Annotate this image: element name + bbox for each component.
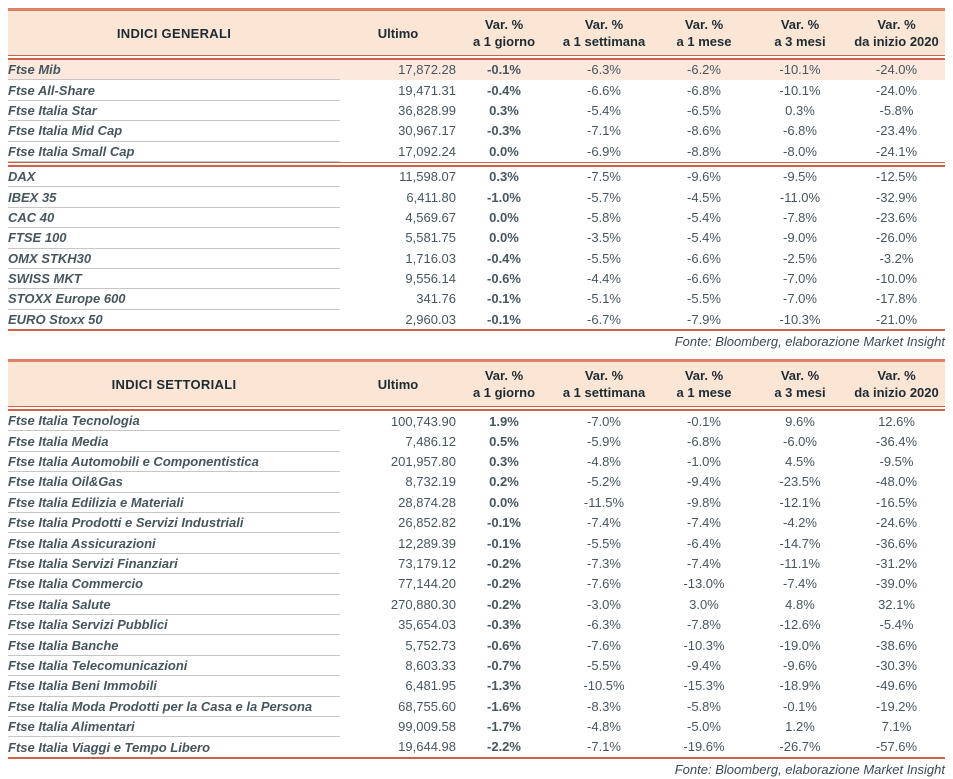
var-1d-value: -0.7% — [487, 657, 521, 673]
var-3m-value: -9.5% — [783, 169, 817, 185]
var-1m-value: -9.8% — [687, 494, 721, 510]
var-1d-value: 0.3% — [489, 102, 519, 118]
var-1d-value: 0.2% — [489, 474, 519, 490]
index-name: Ftse Italia Media — [8, 431, 340, 451]
var-ytd-value: -24.6% — [875, 515, 918, 531]
var-1d-value: -0.1% — [487, 62, 521, 78]
last-value: 6,411.80 — [406, 189, 456, 205]
column-header-var-1-settimana — [552, 10, 656, 56]
index-name: Ftse Italia Automobili e Componentistica — [8, 451, 340, 471]
var-3m-value: -0.1% — [783, 698, 817, 714]
table-row — [8, 614, 945, 634]
table-row — [8, 167, 945, 187]
column-header-var-3-mesi — [752, 361, 848, 407]
last-value: 73,179.12 — [398, 556, 456, 571]
var-1m-value: -7.8% — [687, 617, 721, 633]
var-ytd-value: -17.8% — [875, 291, 918, 307]
var-1m-value: -5.8% — [687, 698, 721, 714]
var-3m-value: -7.0% — [783, 291, 817, 307]
var-3m-value: -7.8% — [783, 209, 817, 225]
index-name: Ftse Italia Oil&Gas — [8, 472, 340, 492]
var-1d-value: -1.3% — [487, 678, 521, 694]
var-3m-value: -10.1% — [779, 62, 821, 78]
var-ytd-value: -49.6% — [875, 678, 918, 694]
var-1d-value: -0.2% — [487, 596, 521, 612]
column-header-ultimo — [340, 361, 456, 407]
var-3m-value: -10.1% — [779, 82, 821, 98]
var-3m-value: -9.0% — [783, 230, 817, 246]
var-3m-value: -2.5% — [783, 250, 817, 266]
column-header-label: Var. % — [584, 368, 624, 384]
var-1w-value: -7.5% — [587, 169, 621, 185]
var-1w-value: -4.8% — [587, 454, 621, 470]
column-header-sublabel: a 1 mese — [676, 34, 732, 49]
last-value: 19,644.98 — [398, 739, 456, 755]
column-header-label: Var. % — [684, 368, 724, 384]
last-value: 68,755.60 — [398, 698, 456, 714]
last-value: 4,569.67 — [405, 209, 456, 225]
header-row — [8, 10, 945, 56]
var-3m-value: -18.9% — [779, 678, 821, 694]
index-name: Ftse Italia Assicurazioni — [8, 533, 340, 553]
table-row — [8, 451, 945, 471]
var-3m-value: -7.4% — [783, 576, 817, 592]
table-row — [8, 141, 945, 161]
var-1d-value: 0.3% — [489, 169, 519, 185]
last-value: 341.76 — [416, 291, 456, 307]
var-3m-value: -7.0% — [783, 271, 817, 287]
var-1w-value: -7.0% — [587, 413, 621, 429]
var-1d-value: -1.7% — [487, 719, 521, 735]
last-value: 17,872.28 — [398, 62, 456, 78]
var-3m-value: -10.3% — [779, 311, 821, 327]
column-header-label: Var. % — [484, 17, 524, 32]
index-name: Ftse Italia Mid Cap — [8, 121, 340, 141]
table-row — [8, 655, 945, 675]
var-1w-value: -5.2% — [587, 474, 621, 490]
last-value: 19,471.31 — [398, 82, 456, 98]
table-row — [8, 228, 945, 248]
var-1m-value: -4.5% — [687, 189, 721, 205]
var-1m-value: -5.0% — [687, 719, 721, 735]
var-ytd-value: -10.0% — [875, 271, 918, 287]
var-ytd-value: -21.0% — [875, 311, 918, 327]
column-header-sublabel: a 1 mese — [676, 385, 732, 401]
last-value: 7,486.12 — [405, 433, 456, 449]
var-ytd-value: -9.5% — [879, 454, 914, 470]
var-ytd-value: 32.1% — [878, 596, 915, 612]
var-1d-value: -0.2% — [487, 576, 521, 592]
last-value: 2,960.03 — [405, 311, 456, 327]
index-name: Ftse Italia Tecnologia — [8, 411, 340, 431]
var-1d-value: -1.0% — [487, 189, 521, 205]
var-1m-value: -5.4% — [687, 209, 721, 225]
var-1m-value: -8.8% — [687, 143, 721, 159]
index-name: Ftse Italia Servizi Pubblici — [8, 614, 340, 634]
var-1d-value: -1.6% — [487, 698, 521, 714]
var-1w-value: -10.5% — [583, 678, 625, 694]
index-name: CAC 40 — [8, 207, 340, 227]
index-name: Ftse Italia Salute — [8, 594, 340, 614]
last-value: 30,967.17 — [398, 123, 456, 139]
last-value: 8,603.33 — [405, 657, 456, 673]
var-ytd-value: -12.5% — [875, 169, 918, 185]
table-row — [8, 411, 945, 431]
var-1m-value: -6.5% — [687, 102, 721, 118]
var-1m-value: -8.6% — [687, 123, 721, 139]
var-ytd-value: -3.2% — [879, 250, 914, 266]
var-ytd-value: -23.4% — [875, 123, 918, 139]
var-1m-value: -1.0% — [687, 454, 721, 470]
var-1w-value: -5.8% — [587, 209, 621, 225]
last-value: 5,752.73 — [405, 637, 456, 653]
table-row — [8, 594, 945, 614]
index-name: SWISS MKT — [8, 268, 340, 288]
var-1m-value: -6.8% — [687, 82, 721, 98]
var-1w-value: -5.5% — [587, 657, 621, 673]
column-header-label: Ultimo — [377, 376, 419, 392]
general-indices-table — [8, 8, 945, 331]
source-note: Fonte: Bloomberg, elaborazione Market Insight — [674, 334, 945, 350]
var-1w-value: -5.1% — [587, 291, 621, 307]
last-value: 26,852.82 — [398, 515, 456, 531]
column-header-sublabel: a 3 mesi — [774, 385, 826, 401]
index-name: FTSE 100 — [8, 228, 340, 248]
table-row — [8, 289, 945, 309]
var-1d-value: -0.1% — [487, 535, 521, 551]
last-value: 100,743.90 — [390, 413, 456, 429]
var-3m-value: -8.0% — [783, 143, 817, 159]
var-1d-value: -2.2% — [487, 739, 521, 755]
var-1m-value: -9.6% — [687, 169, 721, 185]
index-name: Ftse Italia Commercio — [8, 574, 340, 594]
var-ytd-value: -57.6% — [875, 739, 918, 755]
table-row — [8, 635, 945, 655]
var-3m-value: 4.8% — [785, 596, 815, 612]
var-1m-value: -5.4% — [687, 230, 721, 246]
column-header-var-1-mese — [656, 361, 752, 407]
column-header-var-3-mesi — [752, 10, 848, 56]
sector-indices-section — [8, 359, 945, 779]
var-1m-value: -10.3% — [683, 637, 725, 653]
table-title: INDICI GENERALI — [8, 10, 340, 56]
sector-indices-table — [8, 359, 945, 759]
column-header-var-1-giorno — [456, 361, 552, 407]
var-ytd-value: -16.5% — [875, 494, 918, 510]
var-1d-value: -0.3% — [487, 617, 521, 633]
var-ytd-value: -38.6% — [875, 637, 918, 653]
var-ytd-value: -26.0% — [875, 230, 918, 246]
table-row — [8, 737, 945, 758]
table-row — [8, 553, 945, 573]
last-value: 5,581.75 — [405, 230, 456, 246]
var-1m-value: -7.9% — [687, 311, 721, 327]
var-1d-value: -0.2% — [487, 556, 521, 571]
var-1w-value: -8.3% — [587, 698, 621, 714]
var-1d-value: -0.4% — [487, 82, 521, 98]
var-1w-value: -7.1% — [587, 123, 621, 139]
var-1m-value: -19.6% — [683, 739, 725, 755]
column-header-var-1-giorno — [456, 10, 552, 56]
var-1d-value: 0.0% — [489, 209, 519, 225]
var-ytd-value: -32.9% — [875, 189, 918, 205]
var-1w-value: -3.5% — [587, 230, 621, 246]
var-1d-value: -0.6% — [487, 271, 521, 287]
last-value: 1,716.03 — [405, 250, 456, 266]
index-name: Ftse Italia Moda Prodotti per la Casa e la Persona — [8, 696, 340, 716]
table-row — [8, 100, 945, 120]
var-1m-value: -9.4% — [687, 657, 721, 673]
var-ytd-value: -36.4% — [875, 433, 918, 449]
var-ytd-value: 12.6% — [878, 413, 915, 429]
last-value: 36,828.99 — [398, 102, 456, 118]
var-1d-value: -0.4% — [487, 250, 521, 266]
column-header-label: Var. % — [877, 368, 916, 384]
column-header-label: Var. % — [584, 17, 624, 32]
var-1w-value: -6.3% — [587, 617, 621, 633]
var-ytd-value: -36.6% — [875, 535, 918, 551]
var-1m-value: -6.8% — [687, 433, 721, 449]
var-1w-value: -5.9% — [587, 433, 621, 449]
column-header-label: Var. % — [484, 368, 524, 384]
var-1m-value: -6.2% — [687, 62, 721, 78]
last-value: 8,732.19 — [405, 474, 456, 490]
table-row — [8, 248, 945, 268]
var-3m-value: -9.6% — [783, 657, 817, 673]
var-1d-value: -0.3% — [487, 123, 521, 139]
var-1m-value: -13.0% — [683, 576, 725, 592]
var-1w-value: -5.5% — [587, 250, 621, 266]
var-1w-value: -4.4% — [587, 271, 621, 287]
var-ytd-value: -24.0% — [875, 62, 918, 78]
table-row — [8, 207, 945, 227]
var-1m-value: -9.4% — [687, 474, 721, 490]
column-header-label: Var. % — [780, 368, 820, 384]
var-1m-value: -15.3% — [683, 678, 725, 694]
var-ytd-value: -48.0% — [875, 474, 918, 490]
var-ytd-value: -39.0% — [875, 576, 918, 592]
table-row — [8, 121, 945, 141]
var-1w-value: -3.0% — [587, 596, 621, 612]
var-1d-value: -0.6% — [487, 637, 521, 653]
var-1w-value: -6.6% — [587, 82, 621, 98]
var-ytd-value: -23.6% — [875, 209, 918, 225]
table-row — [8, 431, 945, 451]
column-header-sublabel: a 1 settimana — [562, 385, 646, 401]
var-1d-value: 0.0% — [489, 143, 519, 159]
general-indices-section — [8, 8, 945, 351]
var-3m-value: -14.7% — [779, 535, 821, 551]
var-1m-value: -6.6% — [687, 250, 721, 266]
var-3m-value: -11.0% — [779, 189, 821, 205]
var-1d-value: 1.9% — [489, 413, 519, 429]
var-1w-value: -7.4% — [587, 515, 621, 531]
var-1w-value: -6.9% — [587, 143, 621, 159]
var-1d-value: 0.5% — [489, 433, 519, 449]
last-value: 35,654.03 — [398, 617, 456, 633]
var-3m-value: -6.8% — [783, 123, 817, 139]
var-1w-value: -7.3% — [587, 556, 621, 571]
last-value: 9,556.14 — [405, 271, 456, 287]
var-ytd-value: -31.2% — [875, 556, 918, 571]
last-value: 99,009.58 — [398, 719, 456, 735]
var-1w-value: -6.3% — [587, 62, 621, 78]
var-ytd-value: 7.1% — [881, 719, 912, 735]
table-row — [8, 513, 945, 533]
last-value: 28,874.28 — [398, 494, 456, 510]
index-name: Ftse Italia Viaggi e Tempo Libero — [8, 737, 340, 758]
column-header-sublabel: a 1 giorno — [472, 385, 536, 401]
var-1d-value: -0.1% — [487, 291, 521, 307]
var-1d-value: -0.1% — [487, 311, 521, 327]
var-1w-value: -7.1% — [587, 739, 621, 755]
index-name: Ftse Italia Telecomunicazioni — [8, 655, 340, 675]
var-1d-value: 0.3% — [489, 454, 519, 470]
column-header-label: Ultimo — [377, 25, 419, 41]
var-3m-value: -12.1% — [779, 494, 821, 510]
index-name: Ftse Italia Servizi Finanziari — [8, 553, 340, 573]
table-row — [8, 60, 945, 80]
var-3m-value: -19.0% — [779, 637, 821, 653]
index-name: STOXX Europe 600 — [8, 289, 340, 309]
table-title: INDICI SETTORIALI — [8, 361, 340, 407]
index-name: Ftse Italia Beni Immobili — [8, 676, 340, 696]
var-1m-value: -6.6% — [687, 271, 721, 287]
var-ytd-value: -24.0% — [875, 82, 918, 98]
var-3m-value: -26.7% — [779, 739, 821, 755]
var-1w-value: -4.8% — [587, 719, 621, 735]
var-3m-value: -11.1% — [779, 556, 821, 571]
var-1m-value: -0.1% — [687, 413, 721, 429]
var-1d-value: -0.1% — [487, 515, 521, 531]
table-row — [8, 696, 945, 716]
index-name: Ftse Italia Banche — [8, 635, 340, 655]
var-1m-value: -7.4% — [687, 515, 721, 531]
table-row — [8, 716, 945, 736]
var-1w-value: -7.6% — [587, 637, 621, 653]
index-name: Ftse Italia Edilizia e Materiali — [8, 492, 340, 512]
table-row — [8, 309, 945, 330]
table-row — [8, 533, 945, 553]
table-row — [8, 492, 945, 512]
var-3m-value: 0.3% — [785, 102, 815, 118]
column-header-label: Var. % — [780, 17, 820, 32]
var-1m-value: 3.0% — [689, 596, 719, 612]
column-header-sublabel: da inizio 2020 — [854, 385, 939, 401]
column-header-ultimo — [340, 10, 456, 56]
column-header-label: Var. % — [684, 17, 724, 32]
table-row — [8, 187, 945, 207]
last-value: 77,144.20 — [398, 576, 456, 592]
header-row — [8, 361, 945, 407]
index-name: Ftse Mib — [8, 60, 340, 80]
var-1w-value: -11.5% — [583, 494, 625, 510]
column-header-var-1-settimana — [552, 361, 656, 407]
var-1m-value: -5.5% — [687, 291, 721, 307]
last-value: 6,481.95 — [405, 678, 456, 694]
column-header-var-inizio-2020 — [848, 361, 945, 407]
var-3m-value: 9.6% — [785, 413, 815, 429]
index-name: Ftse Italia Alimentari — [8, 716, 340, 736]
source-note: Fonte: Bloomberg, elaborazione Market Insight — [674, 761, 945, 777]
var-1w-value: -7.6% — [587, 576, 621, 592]
var-ytd-value: -30.3% — [875, 657, 918, 673]
column-header-sublabel: a 1 settimana — [562, 34, 646, 49]
var-3m-value: 1.2% — [785, 719, 815, 735]
index-name: Ftse Italia Small Cap — [8, 141, 340, 161]
table-row — [8, 472, 945, 492]
last-value: 201,957.80 — [390, 454, 456, 470]
index-name: EURO Stoxx 50 — [8, 309, 340, 330]
var-3m-value: -12.6% — [779, 617, 821, 633]
index-name: Ftse All-Share — [8, 80, 340, 100]
table-row — [8, 80, 945, 100]
var-1d-value: 0.0% — [489, 230, 519, 246]
var-ytd-value: -5.8% — [879, 102, 914, 118]
column-header-var-inizio-2020 — [848, 10, 945, 56]
last-value: 270,880.30 — [390, 596, 456, 612]
var-1w-value: -5.7% — [587, 189, 621, 205]
last-value: 17,092.24 — [398, 143, 456, 159]
table-row — [8, 676, 945, 696]
table-row — [8, 268, 945, 288]
var-1w-value: -5.5% — [587, 535, 621, 551]
var-1d-value: 0.0% — [489, 494, 519, 510]
var-3m-value: -23.5% — [779, 474, 821, 490]
column-header-sublabel: a 1 giorno — [472, 34, 536, 49]
last-value: 12,289.39 — [398, 535, 456, 551]
index-name: DAX — [8, 167, 340, 187]
var-3m-value: -6.0% — [783, 433, 817, 449]
index-name: OMX STKH30 — [8, 248, 340, 268]
column-header-sublabel: a 3 mesi — [774, 34, 826, 49]
index-name: IBEX 35 — [8, 187, 340, 207]
var-3m-value: 4.5% — [785, 454, 815, 470]
var-1w-value: -6.7% — [587, 311, 621, 327]
var-3m-value: -4.2% — [783, 515, 817, 531]
last-value: 11,598.07 — [399, 169, 456, 185]
column-header-label: Var. % — [877, 17, 916, 32]
var-1m-value: -7.4% — [687, 556, 721, 571]
var-ytd-value: -19.2% — [875, 698, 918, 714]
var-1m-value: -6.4% — [687, 535, 721, 551]
column-header-var-1-mese — [656, 10, 752, 56]
var-1w-value: -5.4% — [587, 102, 621, 118]
table-row — [8, 574, 945, 594]
var-ytd-value: -24.1% — [875, 143, 918, 159]
index-name: Ftse Italia Star — [8, 100, 340, 120]
var-ytd-value: -5.4% — [879, 617, 914, 633]
index-name: Ftse Italia Prodotti e Servizi Industriali — [8, 513, 340, 533]
column-header-sublabel: da inizio 2020 — [854, 34, 939, 49]
